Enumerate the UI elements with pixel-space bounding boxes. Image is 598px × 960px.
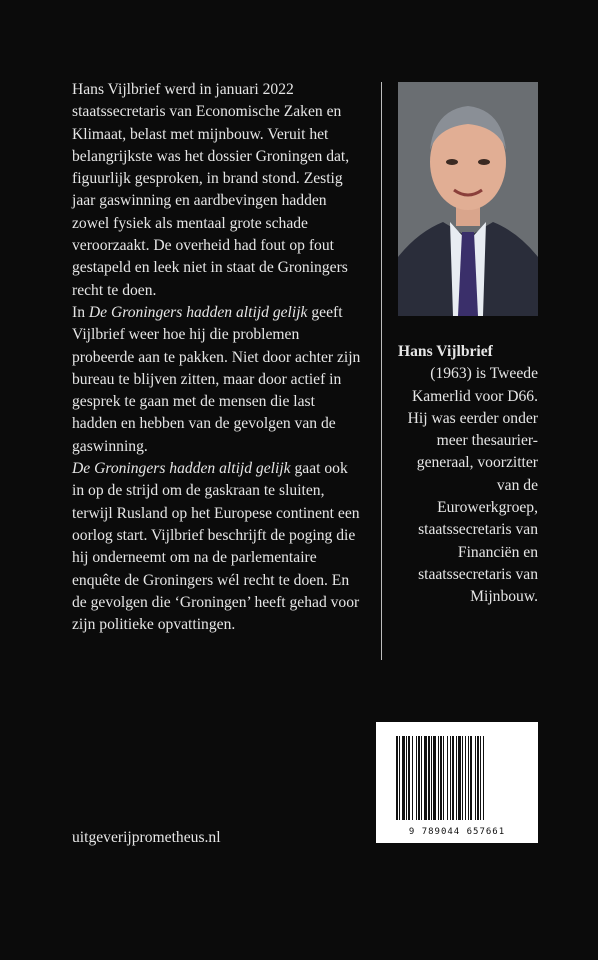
barcode-bar	[483, 736, 484, 820]
blurb-paragraph-3: De Groningers hadden altijd gelijk gaat ook in op de strijd om de gaskraan te sluiten, terwijl Rusland op het Europese continent een oorlog start. Vijlbrief beschrijft de poging die hij onderneemt om na de parlementaire enquête de Groningers wél recht te doen. En de gevolgen die ‘Groningen’ heeft gehad voor zijn politieke opvattingen.	[72, 460, 360, 634]
barcode-bar	[408, 736, 410, 820]
barcode-bar	[452, 736, 454, 820]
barcode-bar	[424, 736, 427, 820]
barcode-bar	[399, 736, 400, 820]
barcode-bar	[428, 736, 430, 820]
barcode-bar	[443, 736, 444, 820]
barcode-bar	[468, 736, 469, 820]
barcode-bar	[412, 736, 413, 820]
author-name: Hans Vijlbrief	[398, 343, 493, 360]
author-photo	[398, 82, 538, 316]
barcode-bar	[406, 736, 407, 820]
barcode-bar	[418, 736, 420, 820]
isbn-digits: 9 789044 657661	[408, 827, 506, 837]
barcode-bar	[416, 736, 417, 820]
barcode-bar	[450, 736, 451, 820]
barcode-bar	[458, 736, 461, 820]
barcode-bar	[465, 736, 466, 820]
barcode-bar	[480, 736, 481, 820]
back-cover-blurb	[72, 79, 362, 636]
barcode-bar	[475, 736, 476, 820]
barcode-bar	[431, 736, 432, 820]
barcode-bar	[402, 736, 405, 820]
book-title: De Groningers hadden altijd gelijk	[72, 460, 291, 478]
blurb-paragraph-1: Hans Vijlbrief werd in januari 2022 staatssecretaris van Economische Zaken en Klimaat, belast met mijnbouw. Veruit het belangrijkste was het dossier Groningen dat, figuurlijk gesproken, in brand stond. Zestig jaar gaswinning en aardbevingen hadden zowel fysiek als mentaal grote schade veroorzaakt. De overheid had fout op fout gestapeld en leek niet in staat de Groningers recht te doen.	[72, 81, 350, 299]
barcode-bar	[477, 736, 479, 820]
blurb-paragraph-2: In De Groningers hadden altijd gelijk geeft Vijlbrief weer hoe hij die problemen probeerde aan te pakken. Niet door achter zijn bureau te blijven zitten, maar door actief in gesprek te gaan met de mensen die last hadden en hebben van de gevolgen van de gaswinning.	[72, 303, 361, 455]
barcode-bar	[438, 736, 439, 820]
barcode-bar	[421, 736, 422, 820]
barcode-bar	[462, 736, 463, 820]
barcode-bar	[470, 736, 472, 820]
book-title: De Groningers hadden altijd gelijk	[88, 303, 308, 321]
publisher-url[interactable]: uitgeverijprometheus.nl	[72, 829, 221, 846]
vertical-divider	[381, 82, 382, 660]
barcode-bar	[440, 736, 442, 820]
barcode-bar	[456, 736, 457, 820]
barcode-bar	[396, 736, 398, 820]
isbn-barcode	[376, 722, 538, 843]
author-bio-text: (1963) is Tweede Kamerlid voor D66. Hij was eerder onder meer thesaurier-generaal, voorzitter van de Eurowerkgroep, staatssecretaris van Financiën en staatssecretaris van Mijnbouw.	[407, 365, 538, 606]
author-bio	[398, 341, 538, 609]
barcode-bar	[447, 736, 448, 820]
barcode-bar	[433, 736, 436, 820]
